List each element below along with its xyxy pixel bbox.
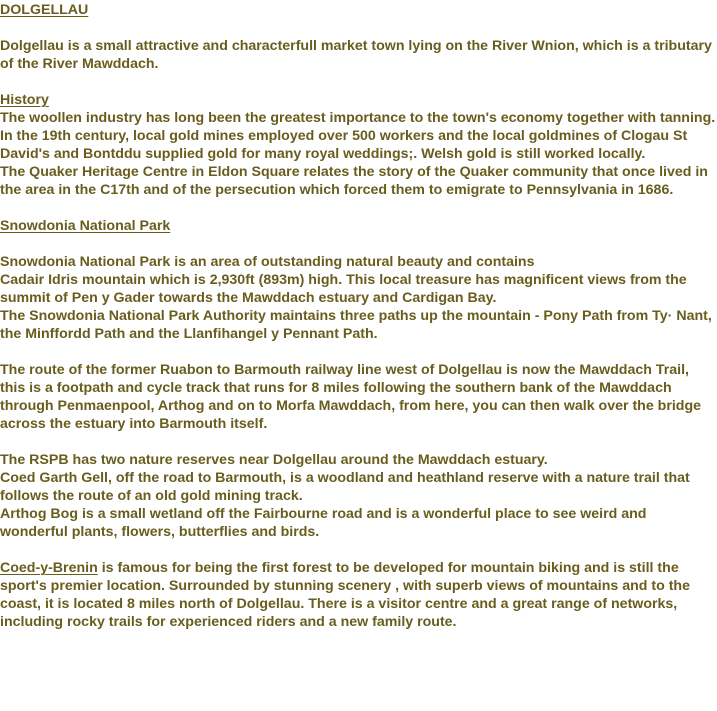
rspb-paragraph: Arthog Bog is a small wetland off the Fairbourne road and is a wonderful place to see weird and wonderful plants, flowers, butterflies and birds.	[0, 506, 647, 540]
spacer	[0, 199, 717, 217]
spacer	[0, 433, 717, 451]
history-heading: History	[0, 92, 49, 108]
spacer	[0, 343, 717, 361]
coed-paragraph-text: is famous for being the first forest to be developed for mountain biking and is still the sport's premier location. Surrounded by stunning scenery , with superb views of mountains and to the coast, it is located 8 miles north of Dolgellau. There is a visitor centre and a great range of networks, including rocky trails for experienced riders and a new family route.	[0, 560, 690, 630]
page-content	[0, 1, 717, 711]
intro-paragraph: Dolgellau is a small attractive and characterfull market town lying on the River Wnion, which is a tributary of the River Mawddach.	[0, 38, 712, 72]
snowdonia-paragraph: Snowdonia National Park is an area of outstanding natural beauty and contains	[0, 254, 535, 270]
spacer	[0, 73, 717, 91]
rspb-paragraph: Coed Garth Gell, off the road to Barmouth, is a woodland and heathland reserve with a nature trail that follows the route of an old gold mining track.	[0, 470, 690, 504]
coed-y-brenin-link[interactable]: Coed-y-Brenin	[0, 560, 98, 576]
snowdonia-paragraph: Cadair Idris mountain which is 2,930ft (893m) high. This local treasure has magnificent views from the summit of Pen y Gader towards the Mawddach estuary and Cardigan Bay.	[0, 272, 687, 306]
history-paragraph: In the 19th century, local gold mines employed over 500 workers and the local goldmines of Clogau St David's and Bontddu supplied gold for many royal weddings;. Welsh gold is still worked locally.	[0, 128, 688, 162]
spacer	[0, 19, 717, 37]
railway-paragraph: The route of the former Ruabon to Barmouth railway line west of Dolgellau is now the Mawddach Trail, this is a footpath and cycle track that runs for 8 miles following the southern bank of the Mawddach through Penmaenpool, Arthog and on to Morfa Mawddach, from here, you can then walk over the bridge across the estuary into Barmouth itself.	[0, 362, 702, 432]
coed-paragraph	[0, 559, 717, 631]
history-paragraph: The woollen industry has long been the greatest importance to the town's economy together with tanning.	[0, 110, 716, 126]
rspb-paragraph: The RSPB has two nature reserves near Dolgellau around the Mawddach estuary.	[0, 452, 548, 468]
spacer	[0, 235, 717, 253]
page-title: DOLGELLAU	[0, 2, 89, 18]
snowdonia-paragraph: The Snowdonia National Park Authority maintains three paths up the mountain - Pony Path from Ty· Nant, the Minffordd Path and the Llanfihangel y Pennant Path.	[0, 308, 712, 342]
history-paragraph: The Quaker Heritage Centre in Eldon Square relates the story of the Quaker community that once lived in the area in the C17th and of the persecution which forced them to emigrate to Pennsylvania in 1686.	[0, 164, 708, 198]
spacer	[0, 541, 717, 559]
snowdonia-heading: Snowdonia National Park	[0, 218, 171, 234]
